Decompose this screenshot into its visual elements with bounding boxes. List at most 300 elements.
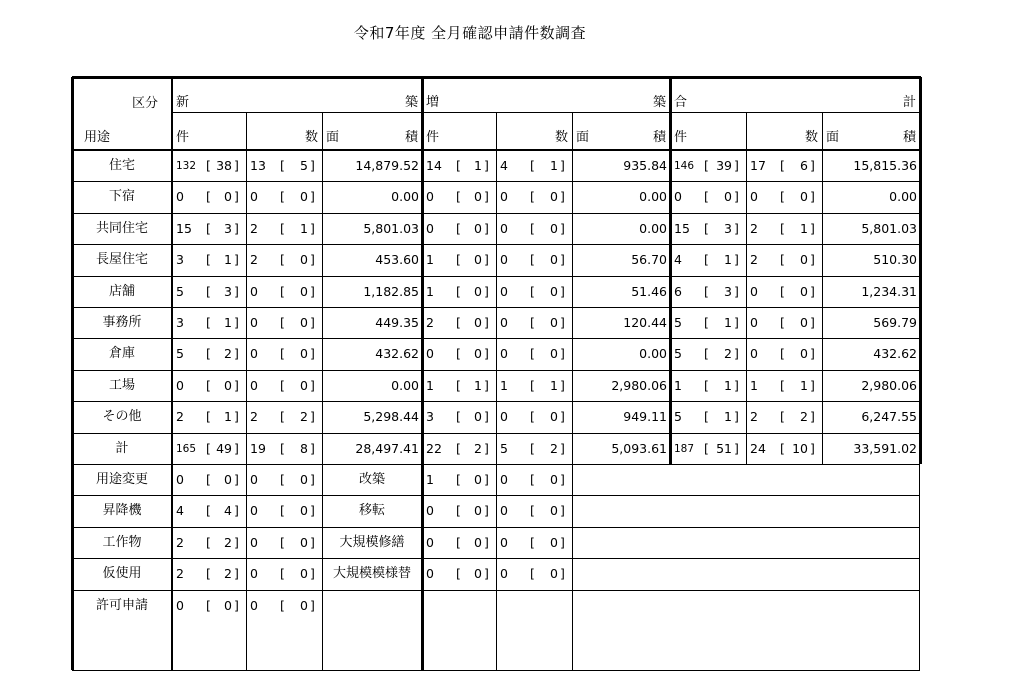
cell-bracket-close: ] (560, 346, 565, 362)
area-value: 0.00 (391, 377, 419, 393)
cell-sub-count: 38 (216, 158, 232, 173)
col-divider (322, 464, 323, 670)
cell-bracket-open: [ (780, 346, 785, 362)
lower-cell-bracket-open: [ (456, 566, 461, 582)
cell-sub-count: 0 (724, 189, 732, 205)
cell-sub-count: 2 (800, 409, 808, 425)
header-divider (172, 112, 920, 113)
cell-bracket-open: [ (704, 283, 709, 299)
lower-cell-count: 2 (176, 534, 184, 550)
cell-bracket-close: ] (234, 346, 239, 362)
cell-count: 2 (250, 220, 258, 236)
lower-cell-bracket-open: [ (280, 566, 285, 582)
lower-cell-bracket-close: ] (234, 472, 239, 487)
cell-sub-count: 0 (474, 315, 482, 330)
cell-bracket-close: ] (484, 283, 489, 299)
area-value: 6,247.55 (861, 409, 917, 425)
cell-count: 15 (176, 220, 192, 236)
row-divider (72, 213, 920, 214)
cell-bracket-open: [ (280, 158, 285, 173)
lower-cell-bracket-open: [ (530, 503, 535, 519)
lower-cell-sub-count: 4 (224, 503, 232, 519)
lower-row-label-2: 大規模模様替 (332, 566, 411, 582)
cell-bracket-close: ] (810, 283, 815, 299)
cell-sub-count: 1 (224, 315, 232, 330)
cell-bracket-close: ] (810, 346, 815, 362)
cell-count: 2 (750, 252, 758, 268)
cell-count: 165 (176, 442, 197, 455)
cell-count: 22 (426, 440, 442, 456)
cell-bracket-close: ] (310, 283, 315, 299)
cell-bracket-open: [ (780, 252, 785, 268)
cell-bracket-open: [ (456, 377, 461, 393)
area-value: 120.44 (623, 315, 667, 330)
lower-cell-bracket-close: ] (560, 472, 565, 487)
cell-count: 0 (500, 189, 508, 205)
area-value: 0.00 (889, 189, 917, 205)
cell-bracket-open: [ (780, 409, 785, 425)
cell-sub-count: 2 (224, 346, 232, 362)
lower-cell-count: 0 (250, 597, 258, 613)
cell-count: 0 (750, 346, 758, 362)
lower-row-label: 許可申請 (95, 597, 148, 613)
lower-cell-bracket-open: [ (530, 566, 535, 582)
cell-count: 3 (176, 252, 184, 268)
cell-bracket-close: ] (810, 158, 815, 173)
cell-count: 0 (500, 346, 508, 362)
cell-sub-count: 1 (550, 158, 558, 173)
cell-sub-count: 2 (724, 346, 732, 362)
area-value: 1,182.85 (363, 283, 419, 299)
cell-count: 5 (674, 346, 682, 362)
cell-bracket-open: [ (206, 158, 211, 173)
cell-bracket-open: [ (206, 252, 211, 268)
cell-count: 4 (674, 252, 682, 268)
row-divider (72, 401, 920, 402)
lower-cell-count: 0 (250, 534, 258, 550)
table-border-right (919, 77, 922, 464)
page-title: 令和7年度 全月確認申請件数調査 (353, 24, 587, 42)
cell-count: 0 (750, 283, 758, 299)
area-value: 2,980.06 (861, 377, 917, 393)
cell-bracket-close: ] (560, 158, 565, 173)
cell-sub-count: 0 (300, 189, 308, 205)
cell-bracket-close: ] (560, 409, 565, 425)
lower-cell-sub-count: 0 (300, 566, 308, 582)
cell-bracket-open: [ (704, 346, 709, 362)
cell-count: 5 (500, 440, 508, 456)
row-divider (72, 338, 920, 339)
cell-bracket-close: ] (810, 220, 815, 236)
lower-cell-count: 0 (500, 503, 508, 519)
cell-count: 5 (674, 315, 682, 330)
area-value: 0.00 (391, 189, 419, 205)
lower-cell-bracket-close: ] (234, 503, 239, 519)
cell-bracket-open: [ (206, 189, 211, 205)
cell-bracket-close: ] (310, 252, 315, 268)
cell-bracket-open: [ (704, 440, 709, 456)
lower-cell-sub-count: 0 (550, 472, 558, 487)
cell-bracket-close: ] (310, 440, 315, 456)
cell-count: 3 (176, 315, 184, 330)
cell-bracket-close: ] (234, 189, 239, 205)
cell-count: 5 (176, 346, 184, 362)
group-header-right: 築 (652, 95, 666, 110)
cell-bracket-close: ] (310, 346, 315, 362)
row-label: 下宿 (108, 189, 135, 205)
cell-sub-count: 6 (800, 158, 808, 173)
cell-bracket-open: [ (456, 315, 461, 330)
lower-cell-sub-count: 0 (474, 534, 482, 550)
cell-count: 5 (674, 409, 682, 425)
lower-row-label: 昇降機 (102, 503, 142, 519)
lower-cell-bracket-open: [ (530, 472, 535, 487)
cell-bracket-close: ] (560, 440, 565, 456)
cell-sub-count: 1 (224, 409, 232, 425)
cell-sub-count: 0 (550, 346, 558, 362)
lower-cell-count: 4 (176, 503, 184, 519)
cell-sub-count: 39 (716, 158, 732, 173)
cell-bracket-close: ] (234, 377, 239, 393)
area-value: 2,980.06 (611, 377, 667, 393)
lower-cell-bracket-open: [ (206, 566, 211, 582)
cell-bracket-open: [ (280, 440, 285, 456)
cell-bracket-close: ] (560, 315, 565, 330)
row-divider (72, 370, 920, 371)
cell-sub-count: 0 (300, 346, 308, 362)
cell-bracket-open: [ (280, 283, 285, 299)
cell-sub-count: 2 (474, 440, 482, 456)
cell-bracket-close: ] (484, 409, 489, 425)
header-youto-label: 用途 (84, 130, 111, 145)
area-value: 432.62 (375, 346, 419, 362)
lower-cell-bracket-open: [ (456, 534, 461, 550)
cell-sub-count: 0 (300, 252, 308, 268)
lower-cell-count: 0 (426, 503, 434, 519)
cell-sub-count: 51 (716, 440, 732, 456)
cell-bracket-open: [ (456, 440, 461, 456)
cell-bracket-close: ] (734, 252, 739, 268)
area-value: 0.00 (639, 189, 667, 205)
cell-count: 0 (250, 283, 258, 299)
cell-bracket-open: [ (780, 220, 785, 236)
header-kubun-label: 区分 (131, 96, 158, 111)
lower-cell-bracket-open: [ (206, 597, 211, 613)
lower-cell-count: 0 (176, 472, 184, 487)
col-divider (572, 464, 573, 670)
row-label: 工場 (108, 377, 135, 393)
lower-cell-sub-count: 2 (224, 534, 232, 550)
cell-sub-count: 0 (474, 189, 482, 205)
lower-cell-bracket-open: [ (206, 472, 211, 487)
area-value: 949.11 (623, 409, 667, 425)
cell-bracket-close: ] (810, 409, 815, 425)
cell-count: 0 (426, 189, 434, 205)
cell-sub-count: 1 (474, 377, 482, 393)
cell-bracket-close: ] (484, 252, 489, 268)
row-divider (72, 307, 920, 308)
cell-count: 1 (426, 283, 434, 299)
sub-header-men: 面 (826, 130, 840, 145)
cell-sub-count: 0 (224, 189, 232, 205)
lower-cell-bracket-open: [ (456, 472, 461, 487)
cell-count: 1 (426, 377, 434, 393)
area-value: 5,093.61 (611, 440, 667, 456)
area-value: 0.00 (639, 220, 667, 236)
row-label: 店舗 (108, 283, 135, 299)
cell-count: 132 (176, 160, 197, 172)
cell-bracket-open: [ (780, 283, 785, 299)
cell-bracket-close: ] (734, 346, 739, 362)
lower-row-label-2: 改築 (358, 472, 385, 487)
cell-bracket-open: [ (280, 252, 285, 268)
cell-bracket-close: ] (484, 220, 489, 236)
cell-count: 1 (750, 377, 758, 393)
lower-cell-count: 1 (426, 472, 434, 487)
cell-sub-count: 8 (300, 440, 308, 456)
group-header-left: 増 (426, 95, 440, 110)
area-value: 432.62 (873, 346, 917, 362)
cell-count: 13 (250, 158, 266, 173)
lower-cell-bracket-close: ] (560, 503, 565, 519)
area-value: 935.84 (623, 158, 667, 173)
row-divider (72, 276, 920, 277)
lower-cell-bracket-close: ] (310, 534, 315, 550)
col-divider (496, 112, 497, 464)
cell-sub-count: 0 (550, 252, 558, 268)
cell-bracket-close: ] (810, 377, 815, 393)
group-header-left: 合 (674, 95, 688, 110)
area-value: 5,298.44 (363, 409, 419, 425)
cell-sub-count: 0 (800, 283, 808, 299)
lower-cell-count: 0 (500, 472, 508, 487)
cell-sub-count: 0 (550, 220, 558, 236)
col-divider (246, 112, 247, 464)
cell-bracket-open: [ (206, 440, 211, 456)
cell-sub-count: 1 (800, 377, 808, 393)
cell-bracket-close: ] (734, 220, 739, 236)
cell-bracket-close: ] (234, 409, 239, 425)
lower-cell-sub-count: 0 (550, 534, 558, 550)
cell-sub-count: 0 (800, 346, 808, 362)
cell-count: 0 (250, 377, 258, 393)
cell-count: 0 (250, 315, 258, 330)
lower-cell-bracket-close: ] (234, 566, 239, 582)
cell-bracket-open: [ (530, 252, 535, 268)
lower-cell-count: 0 (250, 503, 258, 519)
cell-bracket-open: [ (704, 409, 709, 425)
cell-count: 0 (500, 220, 508, 236)
cell-sub-count: 3 (224, 283, 232, 299)
lower-cell-count: 0 (426, 534, 434, 550)
cell-sub-count: 0 (474, 346, 482, 362)
group-divider (669, 77, 672, 464)
cell-bracket-close: ] (484, 377, 489, 393)
cell-count: 2 (250, 409, 258, 425)
cell-bracket-open: [ (780, 377, 785, 393)
lower-cell-bracket-close: ] (310, 503, 315, 519)
cell-bracket-open: [ (206, 377, 211, 393)
cell-bracket-close: ] (234, 158, 239, 173)
sub-header-men-end: 積 (404, 130, 418, 145)
cell-sub-count: 3 (724, 220, 732, 236)
cell-bracket-close: ] (234, 283, 239, 299)
cell-bracket-open: [ (530, 315, 535, 330)
cell-bracket-close: ] (810, 440, 815, 456)
area-value: 28,497.41 (355, 440, 419, 456)
row-label: 長屋住宅 (95, 252, 148, 268)
lower-cell-count: 0 (250, 472, 258, 487)
cell-bracket-open: [ (456, 346, 461, 362)
cell-count: 146 (674, 160, 695, 172)
cell-count: 0 (426, 346, 434, 362)
lower-cell-sub-count: 0 (550, 566, 558, 582)
cell-bracket-close: ] (734, 440, 739, 456)
cell-sub-count: 0 (800, 252, 808, 268)
cell-count: 1 (500, 377, 508, 393)
sub-header-men: 面 (576, 130, 590, 145)
cell-sub-count: 1 (724, 409, 732, 425)
cell-bracket-open: [ (456, 220, 461, 236)
cell-bracket-close: ] (484, 158, 489, 173)
cell-bracket-open: [ (780, 189, 785, 205)
cell-bracket-open: [ (280, 409, 285, 425)
lower-row-label: 仮使用 (102, 566, 142, 582)
cell-bracket-close: ] (734, 189, 739, 205)
row-divider (72, 244, 920, 245)
col-divider (496, 464, 497, 670)
cell-count: 19 (250, 440, 266, 456)
cell-bracket-close: ] (310, 409, 315, 425)
sub-header-ken: 件 (176, 130, 190, 145)
lower-cell-sub-count: 0 (300, 534, 308, 550)
cell-sub-count: 1 (474, 158, 482, 173)
cell-bracket-close: ] (810, 315, 815, 330)
row-divider (72, 433, 920, 434)
cell-sub-count: 5 (300, 158, 308, 173)
cell-sub-count: 1 (550, 377, 558, 393)
cell-bracket-close: ] (484, 440, 489, 456)
sub-header-ken: 件 (674, 130, 688, 145)
cell-sub-count: 0 (474, 283, 482, 299)
cell-bracket-close: ] (734, 409, 739, 425)
cell-bracket-open: [ (206, 315, 211, 330)
cell-bracket-open: [ (780, 440, 785, 456)
row-divider (72, 670, 920, 671)
cell-count: 0 (500, 315, 508, 330)
lower-cell-bracket-close: ] (484, 566, 489, 582)
cell-bracket-open: [ (456, 409, 461, 425)
cell-bracket-close: ] (234, 315, 239, 330)
lower-cell-bracket-close: ] (484, 503, 489, 519)
cell-bracket-close: ] (560, 252, 565, 268)
table-border-right (919, 464, 920, 670)
cell-sub-count: 0 (300, 315, 308, 330)
cell-bracket-close: ] (560, 283, 565, 299)
cell-bracket-open: [ (704, 377, 709, 393)
area-value: 33,591.02 (853, 440, 917, 456)
cell-bracket-open: [ (206, 220, 211, 236)
cell-sub-count: 0 (474, 409, 482, 425)
cell-bracket-open: [ (280, 346, 285, 362)
sub-header-men-end: 積 (652, 130, 666, 145)
row-label: 計 (115, 440, 129, 456)
row-label: その他 (102, 409, 142, 425)
cell-bracket-open: [ (530, 440, 535, 456)
cell-bracket-open: [ (456, 283, 461, 299)
cell-sub-count: 0 (550, 409, 558, 425)
lower-cell-sub-count: 0 (224, 472, 232, 487)
lower-cell-bracket-close: ] (560, 566, 565, 582)
lower-cell-sub-count: 0 (300, 503, 308, 519)
lower-cell-count: 0 (250, 566, 258, 582)
lower-row-label-2: 移転 (358, 503, 385, 519)
cell-count: 0 (176, 377, 184, 393)
area-value: 51.46 (631, 283, 667, 299)
cell-sub-count: 1 (724, 377, 732, 393)
cell-bracket-open: [ (206, 409, 211, 425)
lower-cell-bracket-close: ] (560, 534, 565, 550)
col-divider (246, 464, 247, 670)
lower-cell-sub-count: 0 (474, 566, 482, 582)
cell-bracket-open: [ (280, 189, 285, 205)
cell-bracket-open: [ (530, 346, 535, 362)
lower-cell-bracket-close: ] (234, 597, 239, 613)
cell-sub-count: 1 (300, 220, 308, 236)
cell-bracket-open: [ (530, 283, 535, 299)
cell-bracket-close: ] (560, 220, 565, 236)
lower-cell-sub-count: 0 (300, 472, 308, 487)
lower-row-label-2: 大規模修繕 (339, 534, 405, 550)
cell-bracket-open: [ (704, 252, 709, 268)
cell-sub-count: 0 (550, 283, 558, 299)
cell-sub-count: 2 (300, 409, 308, 425)
cell-bracket-open: [ (704, 315, 709, 330)
cell-bracket-close: ] (484, 315, 489, 330)
sub-header-ken-end: 数 (804, 130, 818, 145)
row-label: 事務所 (102, 315, 142, 330)
cell-bracket-open: [ (280, 220, 285, 236)
cell-sub-count: 3 (724, 283, 732, 299)
table-border-left (71, 77, 74, 670)
cell-bracket-close: ] (310, 158, 315, 173)
cell-bracket-open: [ (530, 220, 535, 236)
table-border-top (72, 76, 921, 79)
row-label: 共同住宅 (95, 220, 148, 236)
row-label: 倉庫 (108, 346, 135, 362)
lower-cell-sub-count: 2 (224, 566, 232, 582)
cell-sub-count: 1 (800, 220, 808, 236)
cell-bracket-open: [ (456, 252, 461, 268)
cell-count: 0 (250, 346, 258, 362)
cell-sub-count: 0 (550, 189, 558, 205)
cell-bracket-close: ] (560, 189, 565, 205)
cell-count: 14 (426, 158, 442, 173)
cell-count: 0 (750, 315, 758, 330)
cell-sub-count: 0 (550, 315, 558, 330)
cell-count: 0 (426, 220, 434, 236)
area-value: 0.00 (639, 346, 667, 362)
cell-bracket-open: [ (530, 189, 535, 205)
cell-bracket-open: [ (280, 377, 285, 393)
cell-bracket-close: ] (560, 377, 565, 393)
lower-cell-count: 0 (500, 534, 508, 550)
lower-cell-bracket-close: ] (310, 472, 315, 487)
cell-bracket-close: ] (310, 377, 315, 393)
sub-header-ken-end: 数 (554, 130, 568, 145)
cell-bracket-close: ] (310, 315, 315, 330)
cell-count: 0 (250, 189, 258, 205)
